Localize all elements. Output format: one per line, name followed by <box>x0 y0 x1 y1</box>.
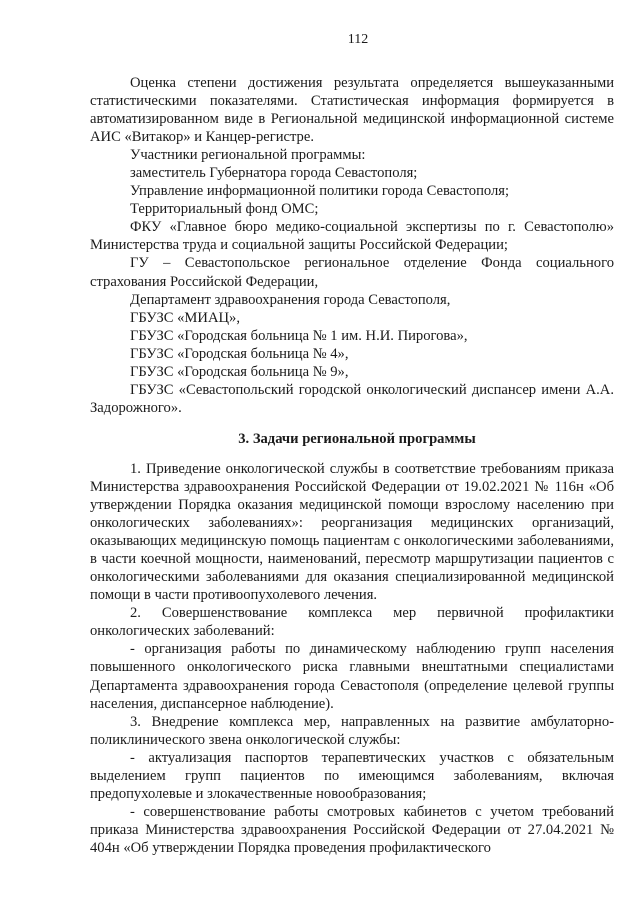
task-paragraph: - организация работы по динамическому наблюдению групп населения повышенного онкологического риска главными внештатными специалистами Департамента здравоохранения города Севастополя (определение целевой группы населения, диспансерное наблюдение). <box>90 641 614 712</box>
participant-item: ГБУЗС «Севастопольский городской онкологический диспансер имени А.А. Задорожного». <box>90 381 614 416</box>
task-paragraph: - совершенствование работы смотровых кабинетов с учетом требований приказа Министерства здравоохранения Российской Федерации от 27.04.2021 № 404н «Об утверждении Порядка проведения профилактического <box>90 803 614 856</box>
participant-item: ФКУ «Главное бюро медико-социальной экспертизы по г. Севастополю» Министерства труда и социальной защиты Российской Федерации; <box>90 219 614 254</box>
participant-item: ГУ – Севастопольское региональное отделение Фонда социального страхования Российской Федерации, <box>90 255 614 290</box>
participant-item: Управление информационной политики города Севастополя; <box>130 183 510 200</box>
participant-item: ГБУЗС «Городская больница № 1 им. Н.И. Пирогова», <box>130 327 468 344</box>
participant-item: ГБУЗС «Городская больница № 9», <box>130 363 349 380</box>
task-paragraph: - актуализация паспортов терапевтических участков с обязательным выделением групп пациентов по имеющимся заболеваниям, включая предопухолевые и злокачественные новообразования; <box>90 749 614 802</box>
participant-item: заместитель Губернатора города Севастополя; <box>130 165 418 182</box>
participant-item: ГБУЗС «Городская больница № 4», <box>130 345 349 362</box>
document-body <box>90 74 614 857</box>
section-title: 3. Задачи региональной программы <box>238 430 476 447</box>
task-paragraph: 3. Внедрение комплекса мер, направленных на развитие амбулаторно-поликлинического звена онкологической службы: <box>90 713 614 748</box>
task-paragraph: 2. Совершенствование комплекса мер первичной профилактики онкологических заболеваний: <box>90 605 614 640</box>
page-number: 112 <box>347 32 369 47</box>
participant-item: Территориальный фонд ОМС; <box>130 201 319 218</box>
participant-item: Департамент здравоохранения города Севастополя, <box>130 291 451 308</box>
participant-item: ГБУЗС «МИАЦ», <box>130 309 240 326</box>
task-paragraph: 1. Приведение онкологической службы в соответствие требованиям приказа Министерства здравоохранения Российской Федерации от 19.02.2021 № 116н «Об утверждении Порядка оказания медицинской помощи взрослому населению при онкологических заболеваниях»: реорганизация медицинских организаций, оказывающих медицинскую помощь пациентам с онкологическими заболеваниями, в части коечной мощности, наименований, пересмотр маршрутизации пациентов с онкологическими заболеваниями для оказания специализированной медицинской помощи в части противоопухолевого лечения. <box>90 460 614 604</box>
intro-paragraph: Оценка степени достижения результата определяется вышеуказанными статистическими показателями. Статистическая информация формируется в автоматизированном виде в Региональной медицинской информационной системе АИС «Витакор» и Канцер-регистре. <box>90 75 614 146</box>
participants-heading: Участники региональной программы: <box>130 147 366 164</box>
